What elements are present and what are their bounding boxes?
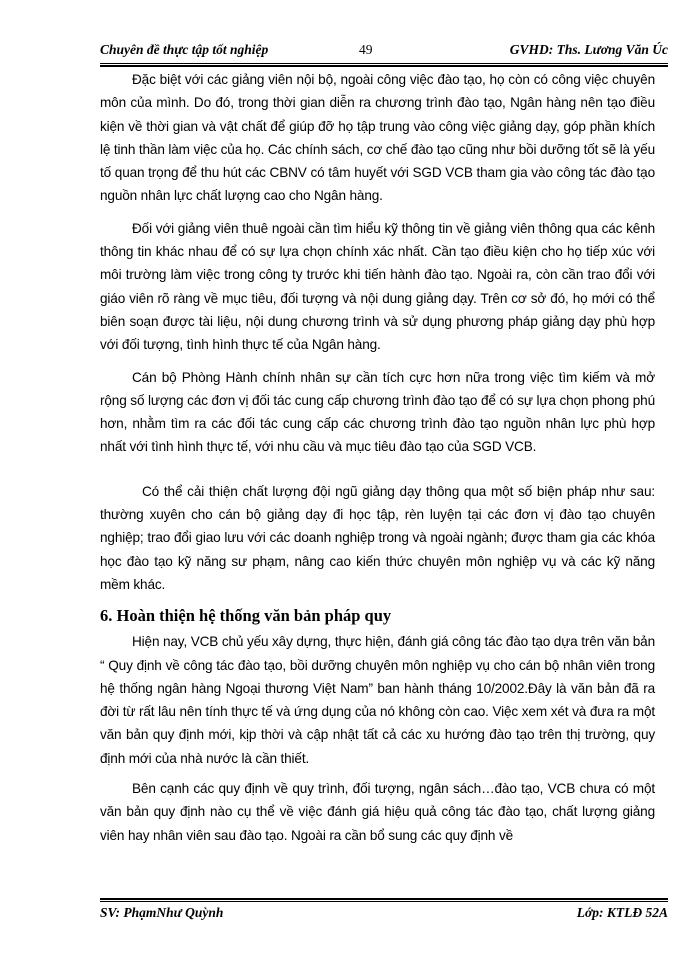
footer-class: Lớp: KTLĐ 52A — [576, 905, 668, 920]
footer-rule — [100, 898, 668, 902]
header-title: Chuyên đề thực tập tốt nghiệp — [100, 42, 269, 57]
header-rule — [100, 63, 668, 67]
header-supervisor: GVHD: Ths. Lương Văn Úc — [509, 42, 668, 57]
page-footer — [100, 905, 668, 925]
section-paragraph: Bên cạnh các quy định về quy trình, đối tượng, ngân sách…đào tạo, VCB chưa có một văn bản quy định nào cụ thể về việc đánh giá hiệu quả công tác đào tạo, chất lượng giảng viên hay nhân viên sau đào tạo. Ngoài ra cần bổ sung các quy định về — [100, 781, 655, 843]
page-number: 49 — [359, 42, 373, 57]
footer-student: SV: PhạmNhư Quỳnh — [100, 905, 224, 920]
page-header — [100, 42, 668, 62]
paragraph-teaching-quality: Có thể cải thiện chất lượng đội ngũ giảng dạy thông qua một số biện pháp như sau: thường xuyên cho cán bộ giảng dạy đi học tập, rèn luyện tại các đơn vị đào tạo chuyên nghiệp; trao đổi giao lưu với các doanh nghiệp trong và ngoài ngành; được tham gia các khóa học đào tạo kỹ năng sư phạm, nâng cao kiến thức chuyên môn nghiệp vụ và các kỹ năng mềm khác. — [100, 483, 655, 592]
section-heading: 6. Hoàn thiện hệ thống văn bản pháp quy — [100, 606, 392, 626]
page-body — [100, 68, 655, 847]
section-paragraph: Hiện nay, VCB chủ yếu xây dựng, thực hiện, đánh giá công tác đào tạo dựa trên văn bản “ Quy định về công tác đào tạo, bồi dưỡng chuyên môn nghiệp vụ cho cán bộ nhân viên trong hệ thống ngân hàng Ngoại thương Việt Nam” ban hành tháng 10/2002.Đây là văn bản đã ra đời từ rất lâu nên tính thực tế và ứng dụng của nó không còn cao. Việc xem xét và đưa ra một văn bản quy định mới, kịp thời và cập nhật tất cả các xu hướng đào tạo trên thị trường, quy định mới của nhà nước là cần thiết. — [100, 634, 655, 766]
paragraph-internal-lecturers: Đặc biệt với các giảng viên nội bộ, ngoài công việc đào tạo, họ còn có công việc chuyên môn của mình. Do đó, trong thời gian diễn ra chương trình đào tạo, Ngân hàng nên tạo điều kiện về thời gian và vật chất để giúp đỡ họ tập trung vào công việc giảng dạy, góp phần khích lệ tinh thần làm việc của họ. Các chính sách, cơ chế đào tạo cũng như bồi dưỡng tốt sẽ là yếu tố quan trọng để thu hút các CBNV có tâm huyết với SGD VCB tham gia vào công tác đào tạo nguồn nhân lực chất lượng cao cho Ngân hàng. — [100, 72, 655, 204]
paragraph-external-lecturers: Đối với giảng viên thuê ngoài cần tìm hiểu kỹ thông tin về giảng viên thông qua các kênh thông tin khác nhau để có sự lựa chọn chính xác nhất. Cần tạo điều kiện cho họ tiếp xúc với môi trường làm việc trong công ty trước khi tiến hành đào tạo. Ngoài ra, còn cần trao đổi với giáo viên rõ ràng về mục tiêu, đối tượng và nội dung giảng dạy. Trên cơ sở đó, họ mới có thể biên soạn được tài liệu, nội dung chương trình và sử dụng phương pháp giảng dạy phù hợp với đối tượng, tình hình thực tế của Ngân hàng. — [100, 220, 655, 353]
paragraph-hr-department: Cán bộ Phòng Hành chính nhân sự cần tích cực hơn nữa trong việc tìm kiếm và mở rộng số lượng các đơn vị đối tác cung cấp chương trình đào tạo để có sự lựa chọn phong phú hơn, nhằm tìm ra các đối tác cung cấp các chương trình đào tạo nguồn nhân lực phù hợp nhất với tình hình thực tế, với nhu cầu và mục tiêu đào tạo của SGD VCB. — [100, 369, 655, 455]
